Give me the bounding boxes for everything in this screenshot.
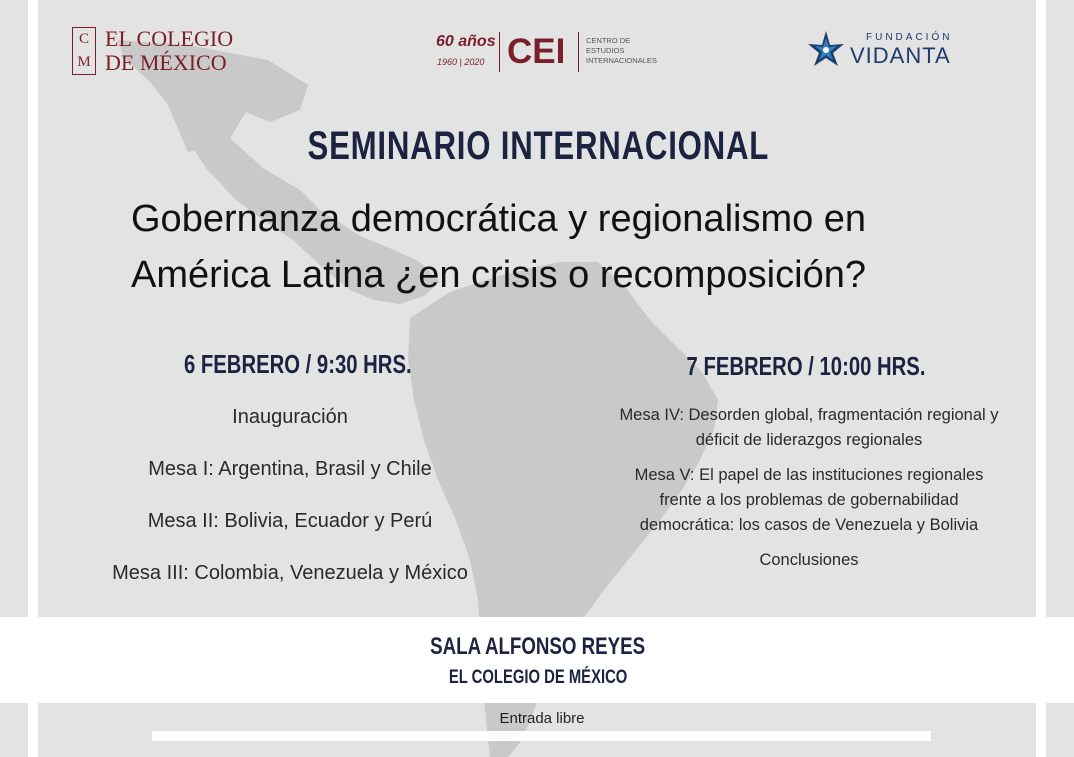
program-item-line: democrática: los casos de Venezuela y Bolivia bbox=[639, 516, 979, 534]
colmex-wordmark bbox=[105, 27, 295, 75]
program-item-line: Mesa IV: Desorden global, fragmentación regional y bbox=[619, 406, 999, 424]
program-item: Mesa I: Argentina, Brasil y Chile bbox=[148, 458, 432, 480]
colmex-monogram bbox=[72, 27, 96, 75]
program-item bbox=[596, 403, 1022, 453]
program-item-line: Mesa V: El papel de las instituciones regionales bbox=[634, 466, 984, 484]
venue-room: SALA ALFONSO REYES bbox=[430, 633, 646, 660]
vidanta-wordmark: VIDANTA bbox=[850, 43, 951, 68]
admission-note: Entrada libre bbox=[499, 710, 585, 727]
program-item: Mesa III: Colombia, Venezuela y México bbox=[112, 562, 468, 584]
cei-years: 1960 | 2020 bbox=[437, 57, 485, 67]
program-item: Inauguración bbox=[232, 406, 348, 428]
program-item bbox=[596, 548, 1022, 573]
star-icon bbox=[806, 30, 846, 70]
monogram-top-letter: C bbox=[78, 31, 89, 47]
program-item bbox=[596, 463, 1022, 538]
program-item-line: frente a los problemas de gobernabilidad bbox=[659, 491, 959, 509]
program-item: Mesa II: Bolivia, Ecuador y Perú bbox=[147, 510, 433, 532]
day2-heading: 7 FEBRERO / 10:00 HRS. bbox=[686, 351, 926, 381]
footer-bar bbox=[152, 731, 931, 741]
event-title-line: Gobernanza democrática y regionalismo en bbox=[131, 198, 867, 240]
cei-divider bbox=[578, 32, 579, 72]
event-title bbox=[131, 191, 1011, 303]
venue-institution: EL COLEGIO DE MÉXICO bbox=[448, 667, 628, 688]
day1-program bbox=[70, 400, 510, 608]
colmex-line-2: DE MÉXICO bbox=[105, 50, 227, 75]
vidanta-foundation-label: FUNDACIÓN bbox=[866, 32, 953, 43]
cei-name-line: CENTRO DE bbox=[586, 36, 631, 45]
event-kicker: SEMINARIO INTERNACIONAL bbox=[307, 124, 770, 168]
day2-program bbox=[596, 403, 1022, 583]
cei-name-line: ESTUDIOS bbox=[586, 46, 625, 55]
program-item-line: déficit de liderazgos regionales bbox=[695, 431, 923, 449]
cei-full-name bbox=[586, 36, 686, 66]
cei-name-line: INTERNACIONALES bbox=[586, 56, 657, 65]
event-title-line: América Latina ¿en crisis o recomposición? bbox=[131, 254, 866, 296]
cei-anniversary: 60 años bbox=[436, 33, 496, 50]
monogram-bottom-letter: M bbox=[77, 54, 91, 70]
colmex-line-1: EL COLEGIO bbox=[105, 26, 234, 51]
program-item-line: Conclusiones bbox=[759, 551, 859, 569]
cei-divider bbox=[499, 32, 500, 72]
day1-heading: 6 FEBRERO / 9:30 HRS. bbox=[183, 349, 412, 379]
cei-mark: CEI bbox=[507, 32, 566, 71]
